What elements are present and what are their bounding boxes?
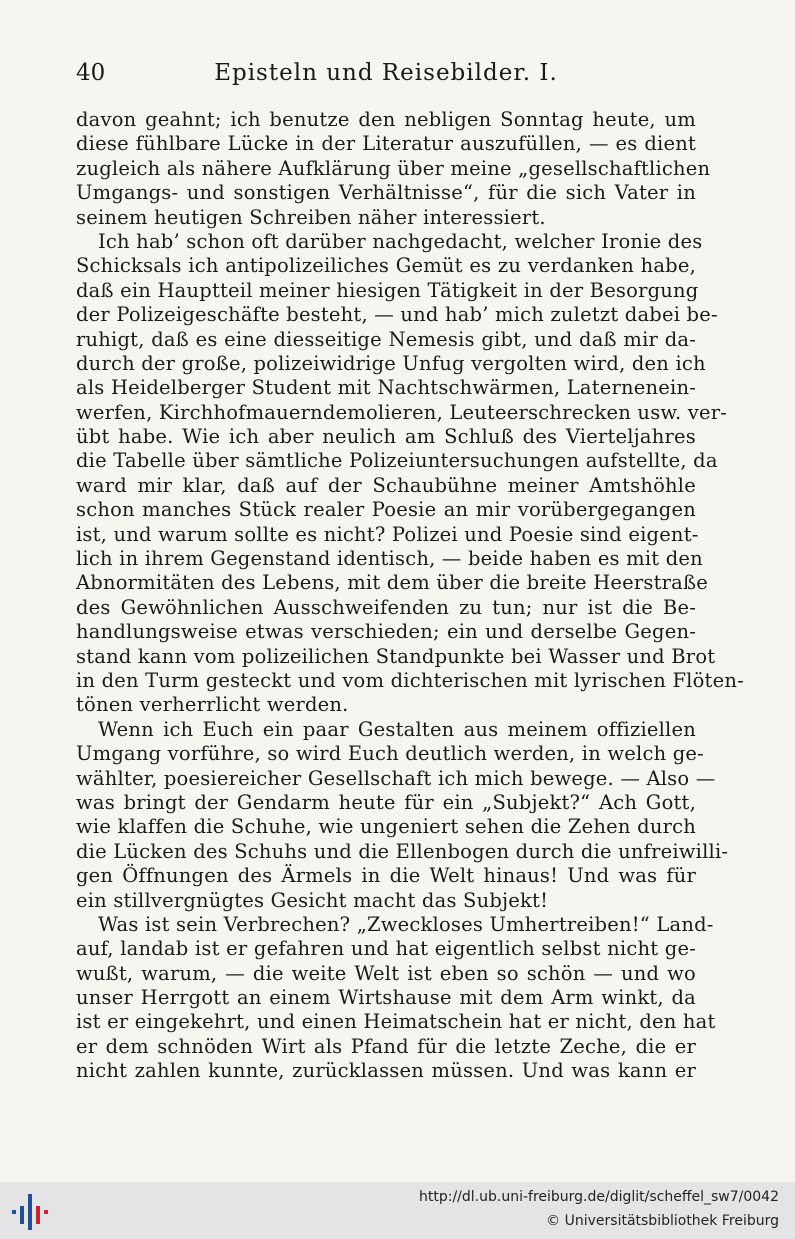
text-line: der Polizeigeschäfte besteht, — und hab’ mich zuletzt dabei be- <box>76 303 718 327</box>
text-line: was bringt der Gendarm heute für ein „Subjekt?“ Ach Gott, <box>76 790 696 814</box>
text-line: gen Öffnungen des Ärmels in die Welt hinaus! Und was für <box>76 864 696 888</box>
text-line: wählter, poesiereicher Gesellschaft ich mich bewege. — Also — <box>76 766 716 790</box>
library-footer <box>0 1182 795 1239</box>
text-line: ist, und warum sollte es nicht? Polizei und Poesie sind eigent- <box>76 522 699 546</box>
text-line: davon geahnt; ich benutze den nebligen Sonntag heute, um <box>76 108 696 131</box>
text-line: handlungsweise etwas verschieden; ein und derselbe Gegen- <box>76 620 696 644</box>
text-line: ruhigt, daß es eine diesseitige Nemesis gibt, und daß mir da- <box>76 327 696 351</box>
running-title: Episteln und Reisebilder. I. <box>214 60 558 86</box>
text-line: Umgangs- und sonstigen Verhältnisse“, für die sich Vater in <box>76 181 696 205</box>
text-line: wie klaffen die Schuhe, wie ungeniert sehen die Zehen durch <box>76 815 696 839</box>
library-logo-icon <box>10 1192 50 1232</box>
text-line: Umgang vorführe, so wird Euch deutlich werden, in welch ge- <box>76 742 704 766</box>
text-line: lich in ihrem Gegenstand identisch, — beide haben es mit den <box>76 547 703 571</box>
copyright-notice: © Universitätsbibliothek Freiburg <box>546 1213 779 1229</box>
body-text <box>76 108 744 1084</box>
text-line: übt habe. Wie ich aber neulich am Schluß des Vierteljahres <box>76 425 696 449</box>
text-line: auf, landab ist er gefahren und hat eigentlich selbst nicht ge- <box>76 937 696 961</box>
text-line: Was ist sein Verbrechen? „Zweckloses Umhertreiben!“ Land- <box>98 912 714 936</box>
page-number: 40 <box>76 60 106 86</box>
text-line: wußt, warum, — die weite Welt ist eben so schön — und wo <box>76 961 696 985</box>
text-line: durch der große, polizeiwidrige Unfug vergolten wird, den ich <box>76 351 706 375</box>
text-line: zugleich als nähere Aufklärung über meine „gesellschaftlichen <box>76 156 711 180</box>
text-line: des Gewöhnlichen Ausschweifenden zu tun; nur ist die Be- <box>76 595 696 619</box>
text-line: in den Turm gesteckt und vom dichterischen mit lyrischen Flöten- <box>76 668 744 692</box>
text-line: ward mir klar, daß auf der Schaubühne meiner Amtshöhle <box>76 473 696 497</box>
text-line: unser Herrgott an einem Wirtshause mit dem Arm winkt, da <box>76 986 696 1010</box>
text-line: Schicksals ich antipolizeiliches Gemüt es zu verdanken habe, <box>76 254 696 278</box>
text-line: als Heidelberger Student mit Nachtschwärmen, Laternenein- <box>76 376 696 400</box>
source-url-link[interactable]: http://dl.ub.uni-freiburg.de/diglit/scheffel_sw7/0042 <box>419 1189 779 1205</box>
text-line: seinem heutigen Schreiben näher interessiert. <box>76 205 546 229</box>
text-line: tönen verherrlicht werden. <box>76 693 349 717</box>
text-line: Wenn ich Euch ein paar Gestalten aus meinem offiziellen <box>98 717 696 741</box>
text-line: die Tabelle über sämtliche Polizeiuntersuchungen aufstellte, da <box>76 449 718 473</box>
text-line: nicht zahlen kunnte, zurücklassen müssen. Und was kann er <box>76 1059 696 1083</box>
text-line: Ich hab’ schon oft darüber nachgedacht, welcher Ironie des <box>98 229 703 253</box>
text-line: die Lücken des Schuhs und die Ellenbogen durch die unfreiwilli- <box>76 839 729 863</box>
text-line: daß ein Hauptteil meiner hiesigen Tätigkeit in der Besorgung <box>76 278 699 302</box>
text-line: ein stillvergnügtes Gesicht macht das Subjekt! <box>76 888 549 912</box>
text-line: stand kann vom polizeilichen Standpunkte bei Wasser und Brot <box>76 644 716 668</box>
running-head <box>76 56 696 90</box>
text-line: diese fühlbare Lücke in der Literatur auszufüllen, — es dient <box>76 132 696 156</box>
text-line: er dem schnöden Wirt als Pfand für die letzte Zeche, die er <box>76 1034 696 1058</box>
text-line: werfen, Kirchhofmauerndemolieren, Leuteerschrecken usw. ver- <box>76 400 728 424</box>
text-line: schon manches Stück realer Poesie an mir vorübergegangen <box>76 498 696 522</box>
text-line: ist er eingekehrt, und einen Heimatschein hat er nicht, den hat <box>76 1010 716 1034</box>
text-line: Abnormitäten des Lebens, mit dem über die breite Heerstraße <box>76 571 708 595</box>
